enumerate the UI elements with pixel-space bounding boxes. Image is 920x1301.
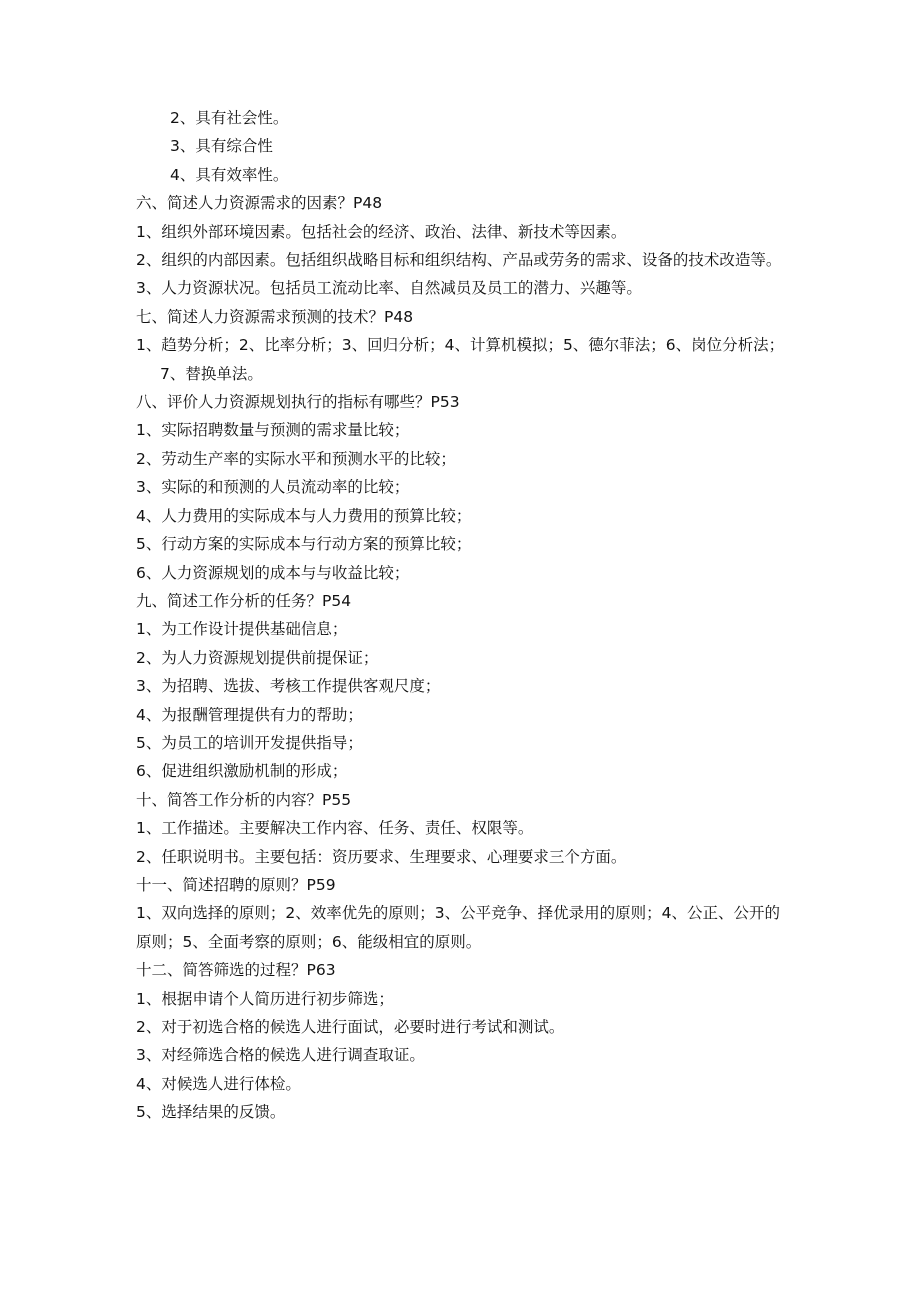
list-item: 3、人力资源状况。包括员工流动比率、自然减员及员工的潜力、兴趣等。	[136, 279, 642, 298]
list-item: 3、为招聘、选拔、考核工作提供客观尺度；	[136, 677, 441, 696]
list-item: 5、行动方案的实际成本与行动方案的预算比较；	[136, 535, 472, 554]
list-item: 4、具有效率性。	[170, 165, 289, 184]
list-item: 6、促进组织激励机制的形成；	[136, 762, 348, 781]
list-item: 1、为工作设计提供基础信息；	[136, 620, 348, 639]
list-item: 5、为员工的培训开发提供指导；	[136, 733, 363, 752]
list-item: 2、具有社会性。	[170, 109, 289, 127]
list-item: 3、对经筛选合格的候选人进行调查取证。	[136, 1046, 425, 1065]
list-item: 1、实际招聘数量与预测的需求量比较；	[136, 421, 410, 440]
section-heading: 七、简述人力资源需求预测的技术？P48	[136, 307, 414, 326]
list-item: 1、工作描述。主要解决工作内容、任务、责任、权限等。	[136, 819, 534, 838]
section-heading: 十、简答工作分析的内容？P55	[136, 790, 352, 809]
list-item: 3、具有综合性	[170, 137, 273, 156]
section-heading: 六、简述人力资源需求的因素？P48	[136, 194, 383, 213]
list-item: 2、任职说明书。主要包括：资历要求、生理要求、心理要求三个方面。	[136, 847, 627, 866]
list-item: 4、人力费用的实际成本与人力费用的预算比较；	[136, 506, 472, 525]
list-item: 1、双向选择的原则；2、效率优先的原则；3、公平竞争、择优录用的原则；4、公正、公开的原则；5、全面考察的原则；6、能级相宜的原则。	[136, 904, 780, 951]
list-item: 2、为人力资源规划提供前提保证；	[136, 648, 379, 667]
list-item: 3、实际的和预测的人员流动率的比较；	[136, 478, 410, 497]
section-heading: 九、简述工作分析的任务？P54	[136, 591, 352, 610]
list-item: 2、对于初选合格的候选人进行面试，必要时进行考试和测试。	[136, 1018, 565, 1036]
list-item: 4、对候选人进行体检。	[136, 1074, 301, 1093]
list-item: 1、根据申请个人简历进行初步筛选；	[136, 989, 394, 1008]
section-heading: 八、评价人力资源规划执行的指标有哪些？P53	[136, 393, 460, 412]
list-item: 4、为报酬管理提供有力的帮助；	[136, 705, 363, 724]
list-item: 1、组织外部环境因素。包括社会的经济、政治、法律、新技术等因素。	[136, 222, 627, 241]
list-item: 2、组织的内部因素。包括组织战略目标和组织结构、产品或劳务的需求、设备的技术改造等。	[136, 251, 782, 270]
list-item: 5、选择结果的反馈。	[136, 1103, 286, 1122]
section-heading: 十二、简答筛选的过程？P63	[136, 961, 336, 980]
list-item: 2、劳动生产率的实际水平和预测水平的比较；	[136, 449, 456, 468]
section-heading: 十一、简述招聘的原则？P59	[136, 875, 336, 894]
list-item: 1、趋势分析；2、比率分析；3、回归分析；4、计算机模拟；5、德尔菲法；6、岗位分析法；7、替换单法。	[136, 336, 785, 383]
list-item: 6、人力资源规划的成本与与收益比较；	[136, 563, 410, 582]
